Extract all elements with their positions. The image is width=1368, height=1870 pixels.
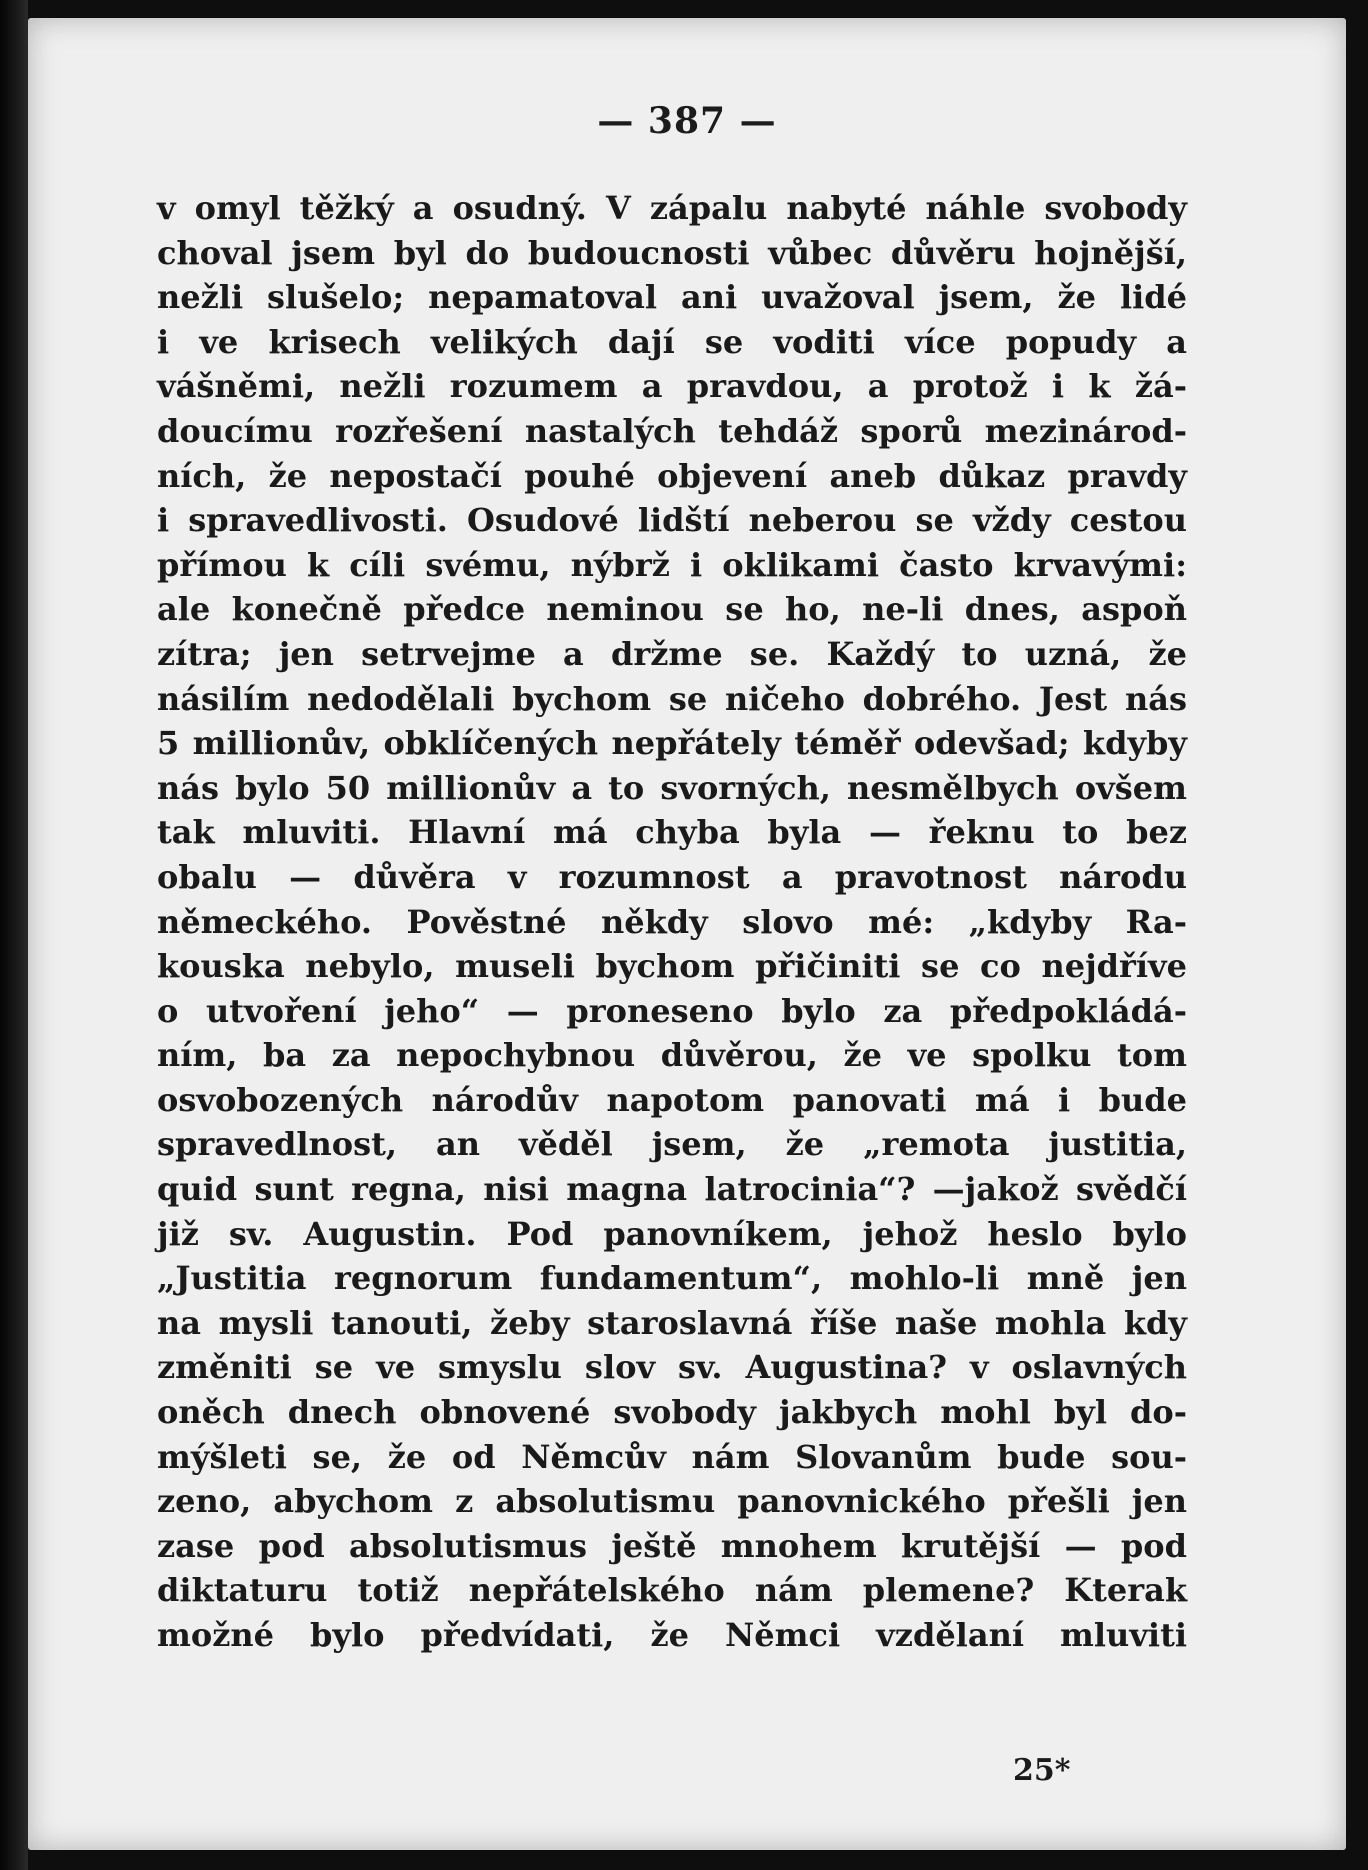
text-line-6: doucímu rozřešení nastalých tehdáž sporů mezinárod- — [157, 411, 1187, 450]
text-line-23: quid sunt regna, nisi magna latrocinia“? —jakož svědčí — [157, 1170, 1187, 1209]
text-line-7: ních, že nepostačí pouhé objevení aneb důkaz pravdy — [157, 456, 1187, 495]
text-line-18: kouska nebylo, museli bychom přičiniti se co nejdříve — [157, 947, 1187, 986]
printer-signature-mark: 25* — [1013, 1753, 1071, 1788]
text-line-30: zeno, abychom z absolutismu panovnického přešli jen — [157, 1482, 1187, 1521]
text-line-28: oněch dnech obnovené svobody jakbych mohl byl do- — [157, 1393, 1187, 1432]
text-line-16: obalu — důvěra v rozumnost a pravotnost národu — [157, 857, 1187, 896]
book-page — [28, 18, 1346, 1850]
text-line-19: o utvoření jeho“ — proneseno bylo za předpokládá- — [157, 991, 1187, 1030]
text-line-17: německého. Pověstné někdy slovo mé: „kdyby Ra- — [157, 902, 1187, 941]
text-line-11: zítra; jen setrvejme a držme se. Každý to uzná, že — [157, 634, 1187, 673]
text-line-10: ale konečně předce neminou se ho, ne-li dnes, aspoň — [157, 590, 1187, 629]
text-line-15: tak mluviti. Hlavní má chyba byla — řeknu to bez — [157, 813, 1187, 852]
text-line-32: diktaturu totiž nepřátelského nám plemene? Kterak — [157, 1571, 1187, 1610]
text-line-14: nás bylo 50 millionův a to svorných, nesmělbych ovšem — [157, 768, 1187, 807]
text-line-8: i spravedlivosti. Osudové lidští neberou se vždy cestou — [157, 501, 1187, 540]
body-text — [157, 186, 1187, 1658]
text-line-1: v omyl těžký a osudný. V zápalu nabyté náhle svobody — [157, 189, 1187, 227]
text-line-20: ním, ba za nepochybnou důvěrou, že ve spolku tom — [157, 1036, 1187, 1075]
text-line-3: nežli slušelo; nepamatoval ani uvažoval jsem, že lidé — [157, 278, 1187, 317]
text-line-31: zase pod absolutismus ještě mnohem krutější — pod — [157, 1526, 1187, 1565]
scan-edge — [0, 0, 28, 1870]
text-line-27: změniti se ve smyslu slov sv. Augustina? v oslavných — [157, 1348, 1187, 1387]
text-line-13: 5 millionův, obklíčených nepřátely téměř odevšad; kdyby — [157, 724, 1187, 763]
text-line-12: násilím nedodělali bychom se ničeho dobrého. Jest nás — [157, 679, 1187, 718]
text-line-2: choval jsem byl do budoucnosti vůbec důvěru hojnější, — [157, 233, 1187, 272]
text-line-26: na mysli tanouti, žeby staroslavná říše naše mohla kdy — [157, 1303, 1187, 1342]
text-line-21: osvobozených národův napotom panovati má i bude — [157, 1080, 1187, 1119]
text-line-25: „Justitia regnorum fundamentum“, mohlo-li mně jen — [157, 1259, 1187, 1298]
text-line-9: přímou k cíli svému, nýbrž i oklikami často krvavými: — [157, 545, 1187, 584]
text-line-22: spravedlnost, an věděl jsem, že „remota justitia, — [157, 1125, 1187, 1164]
text-line-5: vášněmi, nežli rozumem a pravdou, a protož i k žá- — [157, 367, 1187, 406]
text-line-4: i ve krisech velikých dají se voditi více popudy a — [157, 322, 1187, 361]
text-line-33: možné bylo předvídati, že Němci vzdělaní mluviti — [157, 1616, 1187, 1654]
text-line-29: mýšleti se, že od Němcův nám Slovanům bude sou- — [157, 1437, 1187, 1476]
page-number: — 387 — — [597, 100, 777, 142]
text-line-24: již sv. Augustin. Pod panovníkem, jehož heslo bylo — [157, 1214, 1187, 1253]
